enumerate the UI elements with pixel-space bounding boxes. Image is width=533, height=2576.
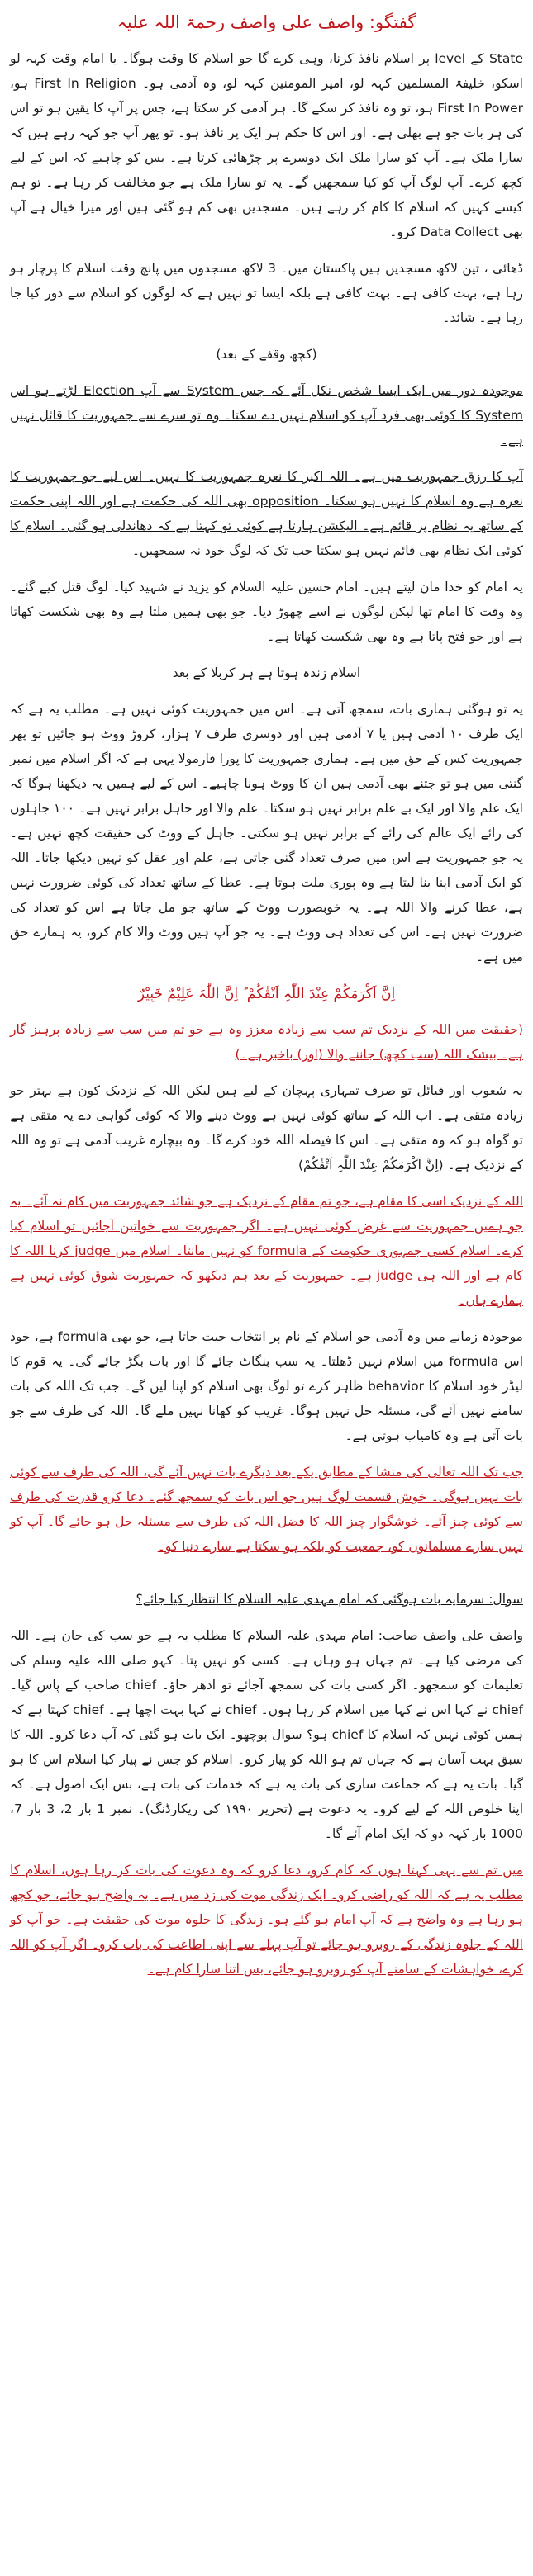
paragraph: State کے level پر اسلام نافذ کرنا، وہی کرے گا جو اسلام کا وقت ہوگا۔ یا امام وقت کہہ لو اسکو، خلیفۃ المسلمین کہہ لو، امیر المومنین کہہ لو، وہ آدمی ہو۔ First In Religion ہو، First In Power ہو، تو وہ نافذ کر سکے گا۔ ہر آدمی کر سکتا ہے، جس پر آپ کا یقین ہو تو اس کی ہر بات جو ہے بھلی ہے۔ اور اس کا حکم ہر ایک پر نافذ ہو۔ تو پھر آپ جو کہہ رہے ہیں کہ سارا ملک ہے۔ آپ کو سارا ملک ایک دوسرے پر چڑھائی کرتا ہے۔ بس کو چاہیے کہ اس کے لیے کچھ کرے۔ آپ لوگ آپ کو کیا سمجھیں گے۔ یہ تو سارا ملک ہے جو مخالفت کر رہا ہے۔ تو ہم کیسے کہیں کہ اسلام کا کام کر رہے ہیں۔ مسجدیں بھی کم ہو گئی ہیں اور میرا خیال ہے آپ بھی Data Collect کرو۔ — [10, 51, 523, 239]
question: سوال: سرمایہ بات ہوگئی کہ امام مہدی علیہ السلام کا انتظار کیا جائے؟ — [136, 1592, 523, 1607]
section-2 — [10, 378, 523, 685]
paragraph: اللہ کے نزدیک اسی کا مقام ہے، جو تم مقام کے نزدیک ہے جو شائد جمہوریت میں کام نہ آئے۔ یہ جو ہمیں جمہوریت سے غرض کوئی نہیں ہے۔ اگر جمہوریت سے خواتین آجائیں تو اسلام کیا کرے۔ اسلام کسی جمہوری حکومت کے formula کو نہیں مانتا۔ اسلام میں judge کرنا اللہ کا کام ہے اور اللہ ہی judge ہے۔ جمہوریت کے بعد ہم دیکھو کہ جمہوریت شوق کوئی نہیں ہے ہمارے ہاں۔ — [10, 1194, 524, 1308]
paragraph: ڈھائی ، تین لاکھ مسجدیں ہیں پاکستان میں۔ 3 لاکھ مسجدوں میں پانچ وقت اسلام کا پرچار ہو رہا ہے، بہت کافی ہے۔ بہت کافی ہے بلکہ ایسا تو نہیں ہے کہ لوگوں کو اسلام سے دور کیا جا رہا ہے۔ شائد۔ — [10, 261, 523, 325]
paragraph: یہ شعوب اور قبائل تو صرف تمہاری پہچان کے لیے ہیں لیکن اللہ کے نزدیک کون ہے بہتر جو زیادہ متقی ہے۔ اب اللہ کے ساتھ کوئی نہیں ہے ووٹ دینے والا کہ کوئی گواہی دے یہ متقی ہے تو گواہ ہو کہ وہ متقی ہے۔ اس کا فیصلہ اللہ خود کرے گا۔ وہ بیچارہ غریب آدمی ہے تو وہ اللہ کے نزدیک ہے۔ (اِنَّ اَکْرَمَکُمْ عِنْدَ اللّٰہِ اَتْقٰکُمْ) — [10, 1083, 523, 1172]
key-saying: اسلام زندہ ہوتا ہے ہر کربلا کے بعد — [172, 665, 361, 680]
answer: واصف علی واصف صاحب: امام مہدی علیہ السلام کا مطلب یہ ہے جو سب کی جان ہے۔ اللہ کی مرضی کیا ہے۔ تم جہاں ہو وہاں ہے۔ کسی کو نہیں پتا۔ کہو صلی اللہ علیہ وسلم کی تعلیمات کو سمجھو۔ اگر کسی بات کی سمجھ آجائے تو ادھر جاؤ۔ chief صاحب کے پاس گیا۔ chief نے کہا اس نے کہا میں اسلام کر رہا ہوں۔ chief نے کہا بہت اچھا ہے۔ chief کہتا ہے کہ ہمیں کوئی نہیں کہ اسلام کا chief ہو؟ سوال پوچھو۔ ایک بات ہو گئی کہ آپ دعا کرو۔ اللہ کا سبق بہت آسان ہے کہ جہاں تم ہو اللہ کو پیار کرو۔ اسلام کو جس نے پیار کیا اسلام اس کا ہو گیا۔ بات یہ ہے کہ جماعت سازی کی بات یہ ہے کہ خدمات کی بات ہے، بس ایک اصول ہے۔ کہ اپنا خلوص اللہ کے لیے کرو۔ یہ دعوت ہے (تحریر ۱۹۹۰ کی ریکارڈنگ)۔ نمبر 1 بار 2، 3 بار 7، 1000 بار کہہ دو کہ ایک امام آئے گا۔ — [10, 1628, 523, 1841]
interlude-note: (کچھ وقفے کے بعد) — [216, 347, 317, 362]
paragraph: آپ کا رزق جمہوریت میں ہے۔ اللہ اکبر کا نعرہ جمہوریت کا نہیں۔ اس لیے جو جمہوریت کا نعرہ ہے وہ اسلام کا نہیں ہو سکتا۔ opposition بھی اللہ کی حکمت ہے اور اللہ اپنی حکمت کے ساتھ یہ نظام پر قائم ہے۔ الیکشن ہارتا ہے کوئی تو کہتا ہے کہ دھاندلی ہو گئی۔ اسلام کا کوئی ایک نظام بھی قائم نہیں ہو سکتا جب تک کہ لوگ خود نہ سمجھیں۔ — [10, 469, 523, 558]
article-title: گفتگو: واصف علی واصف رحمۃ اللہ علیہ — [117, 12, 416, 32]
section-5 — [10, 1587, 523, 1982]
paragraph: موجودہ دور میں ایک ایسا شخص نکل آئے کہ جس System سے آپ Election لڑتے ہو اس System کا کوئی بھی فرد آپ کو اسلام نہیں دے سکتا۔ وہ تو سرے سے جمہوریت کا قائل نہیں ہے۔ — [10, 383, 523, 447]
paragraph: جب تک اللہ تعالیٰ کی منشا کے مطابق یکے بعد دیگرے بات نہیں آئے گی، اللہ کی طرف سے کوئی بات نہیں ہوگی۔ خوش قسمت لوگ ہیں جو اس بات کو سمجھ گئے۔ دعا کرو قدرت کی طرف سے کوئی چیز آئے۔ خوشگوار چیز اللہ کا فضل اللہ کی طرف سے مسئلہ حل ہو جائے گا۔ آپ کو نہیں سارے مسلمانوں کو، جمعیت کو بلکہ ہو سکتا ہے سارے دنیا کو۔ — [10, 1465, 523, 1554]
section-3 — [10, 697, 523, 969]
quran-verse: اِنَّ اَکْرَمَکُمْ عِنْدَ اللّٰہِ اَتْقٰکُمْ ؕ اِنَّ اللّٰہَ عَلِیْمٌ خَبِیْرٌ — [137, 986, 396, 1002]
paragraph: موجودہ زمانے میں وہ آدمی جو اسلام کے نام پر انتخاب جیت جاتا ہے، جو بھی formula ہے، خود اس formula میں اسلام نہیں ڈھلتا۔ یہ سب بنگاٹ جائے گا اور بات بگڑ جائے گی۔ یہ قوم کا لیڈر خود اسلام کا behavior ظاہر کرے تو لوگ بھی اسلام کو اپنا لیں گے۔ جب تک اللہ کی بات سامنے نہیں آئے گی، مسئلہ حل نہیں ہوگا۔ غریب کو کھانا نہیں ملے گا۔ اللہ کی طرف سے جو بات آتی ہے وہ کامیاب ہوتی ہے۔ — [10, 1329, 524, 1443]
section-1 — [10, 46, 523, 367]
section-4 — [10, 981, 523, 1559]
paragraph: میں تم سے یہی کہتا ہوں کہ کام کرو، دعا کرو کہ وہ دعوت کی بات کر رہا ہوں، اسلام کا مطلب یہ ہے کہ اللہ کو راضی کرو۔ ایک زندگی موت کی زد میں ہے۔ یہ واضح ہو جائے، جو کچھ ہو رہا ہے وہ واضح ہے کہ آپ امام ہو گئے ہو۔ زندگی کا جلوہ موت کی حقیقت ہے۔ جو آپ کو اللہ کے جلوہ زندگی کے روبرو ہو جائے تو آپ پہلے سے اپنی اطاعت کی بات کرو۔ اگر آپ کو اللہ کرے، خواہشات کے سامنے آپ کو روبرو ہو جائے، بس اتنا سارا کام ہے۔ — [10, 1863, 523, 1977]
paragraph: یہ امام کو خدا مان لیتے ہیں۔ امام حسین علیہ السلام کو یزید نے شہید کیا۔ لوگ قتل کیے گئے۔ وہ وقت کا امام تھا لیکن لوگوں نے اسے چھوڑ دیا۔ جو بھی ہمیں ملتا ہے وہ بھی شکست کھاتا ہے اور جو فتح پاتا ہے وہ بھی شکست کھاتا ہے۔ — [10, 580, 523, 644]
paragraph: یہ تو ہوگئی ہماری بات، سمجھ آتی ہے۔ اس میں جمہوریت کوئی نہیں ہے۔ مطلب یہ ہے کہ ایک طرف ۱۰ آدمی ہیں یا ۷ آدمی ہیں اور دوسری طرف ۷ ہزار، کروڑ ووٹ ہو جائیں تو پھر جمہوریت کس کے حق میں ہے۔ ہماری جمہوریت کا پورا فارمولا یہی ہے کہ اگر اسلام میں نمبر گنتی میں ہو تو جتنے بھی آدمی ہیں ان کا ووٹ ہونا چاہیے۔ اس کے لیے ہمیں یہ دیکھنا ہوگا کہ ایک علم والا اور ایک بے علم برابر نہیں ہو سکتا۔ علم والا اور جاہل برابر نہیں ہے۔ ۱۰۰ جاہلوں کی رائے ایک عالم کی رائے کے برابر نہیں ہو سکتی۔ جاہل کے ووٹ کی حقیقت کچھ نہیں ہے۔ یہ جو جمہوریت ہے اس میں صرف تعداد گنی جاتی ہے، علم اور عقل کو نہیں دیکھا جاتا۔ اللہ کو ایک آدمی اپنا بنا لیتا ہے وہ پوری ملت ہوتا ہے۔ عطا کے ساتھ تعداد کی کوئی ضرورت نہیں ہے، عطا کرنے والا اللہ ہے۔ یہ خوبصورت ووٹ کے ساتھ جو مل جاتا ہے اس کو تعداد کی ضرورت نہیں ہے۔ اس کی تعداد ہی ووٹ ہے۔ یہ جو آپ ہیں ووٹ والا کام کرو، یہ ہمارے حق میں ہے۔ — [10, 702, 523, 964]
verse-translation: (حقیقت میں اللہ کے نزدیک تم سب سے زیادہ معزز وہ ہے جو تم میں سب سے زیادہ پرہیز گار ہے۔ بیشک اللہ (سب کچھ) جاننے والا (اور) باخبر ہے۔) — [10, 1022, 523, 1062]
